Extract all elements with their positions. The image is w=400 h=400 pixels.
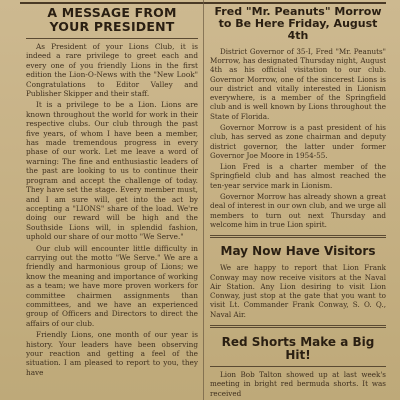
president-paragraph: It is a privilege to be a Lion. Lions are known throughout the world for work in their respective clubs. Our club through the past five years, of whom I have been a member, has made tremendous progress in every phase of our work. Let me leave a word of warning: The fine and enthusiastic leaders of the past are looking to us to continue their program and accept the challenge of today. They have set the stage. Every member must, and I am sure will, get into the act by accepting a "LIONS" share of the load. We're doing our reward will be high and the Southside Lions will, in splendid fashion, uphold our share of our motto "We Serve." [26, 100, 198, 242]
headline-rule [210, 366, 386, 367]
president-paragraph: Friendly Lions, one month of our year is history. Your leaders have been observing your reaction and getting a feel of the situation. I am pleased to report to you, they have [26, 330, 198, 377]
president-paragraph: As President of your Lions Club, it is indeed a rare privilege to greet each and every one of you friendly Lions in the first edition the Lion-O-News with the "New Look" Congratulations to Editor Valley and Publisher Skipper and their staff. [26, 42, 198, 99]
morrow-paragraph: Governor Morrow has already shown a great deal of interest in our own club, and we urge all members to turn out next Thursday and welcome him in true Lion spirit. [210, 192, 386, 229]
red-shorts-headline: Red Shorts Make a Big Hit! [221, 335, 375, 362]
right-column [210, 6, 386, 400]
story-separator [210, 325, 386, 328]
story-separator [210, 235, 386, 238]
president-paragraph: Our club will encounter little difficulty in carrying out the motto "We Serve." We are a friendly and harmonious group of Lions; we know the meaning and importance of working as a team; we have more proven workers for committee chairmen assignments than committees, and we have an experienced group of Officers and Directors to direct the affairs of our club. [26, 243, 198, 328]
headline-rule [26, 38, 198, 39]
morrow-paragraph: Governor Morrow is a past president of his club, has served as zone chairman and deputy district governor, the latter under former Governor Joe Moore in 1954-55. [210, 123, 386, 160]
morrow-visit-headline: Fred "Mr. Peanuts" Morrow to Be Here Friday, August 4th [214, 5, 382, 42]
red-shorts-paragraph: Lion Bob Talton showed up at last week's meeting in bright red bermuda shorts. It was received [210, 369, 386, 398]
president-message-headline: A MESSAGE FROM YOUR PRESIDENT [47, 5, 177, 34]
column-divider [203, 0, 204, 400]
visitors-headline: May Now Have Visitors [220, 244, 376, 259]
morrow-paragraph: District Governor of 35-I, Fred "Mr. Peanuts" Morrow, has designated Thursday night, August 4th as his official visitation to our club. Governor Morrow, one of the sincerest Lions is our district and vitally interested in Lionism everywhere, is a member of the Springfield club and is well known by Lions throughout the State of Florida. [210, 46, 386, 121]
morrow-paragraph: Lion Fred is a charter member of the Springfield club and has almost reached the ten-year service mark in Lionism. [210, 162, 386, 190]
left-column [26, 6, 198, 379]
visitors-paragraph: We are happy to report that Lion Frank Conway may now receive visitors at the Naval Air Station. Any Lion desiring to visit Lion Conway, just stop at the gate that you want to visit Lt. Commander Frank Conway, S. O. Q., Naval Air. [210, 263, 386, 319]
